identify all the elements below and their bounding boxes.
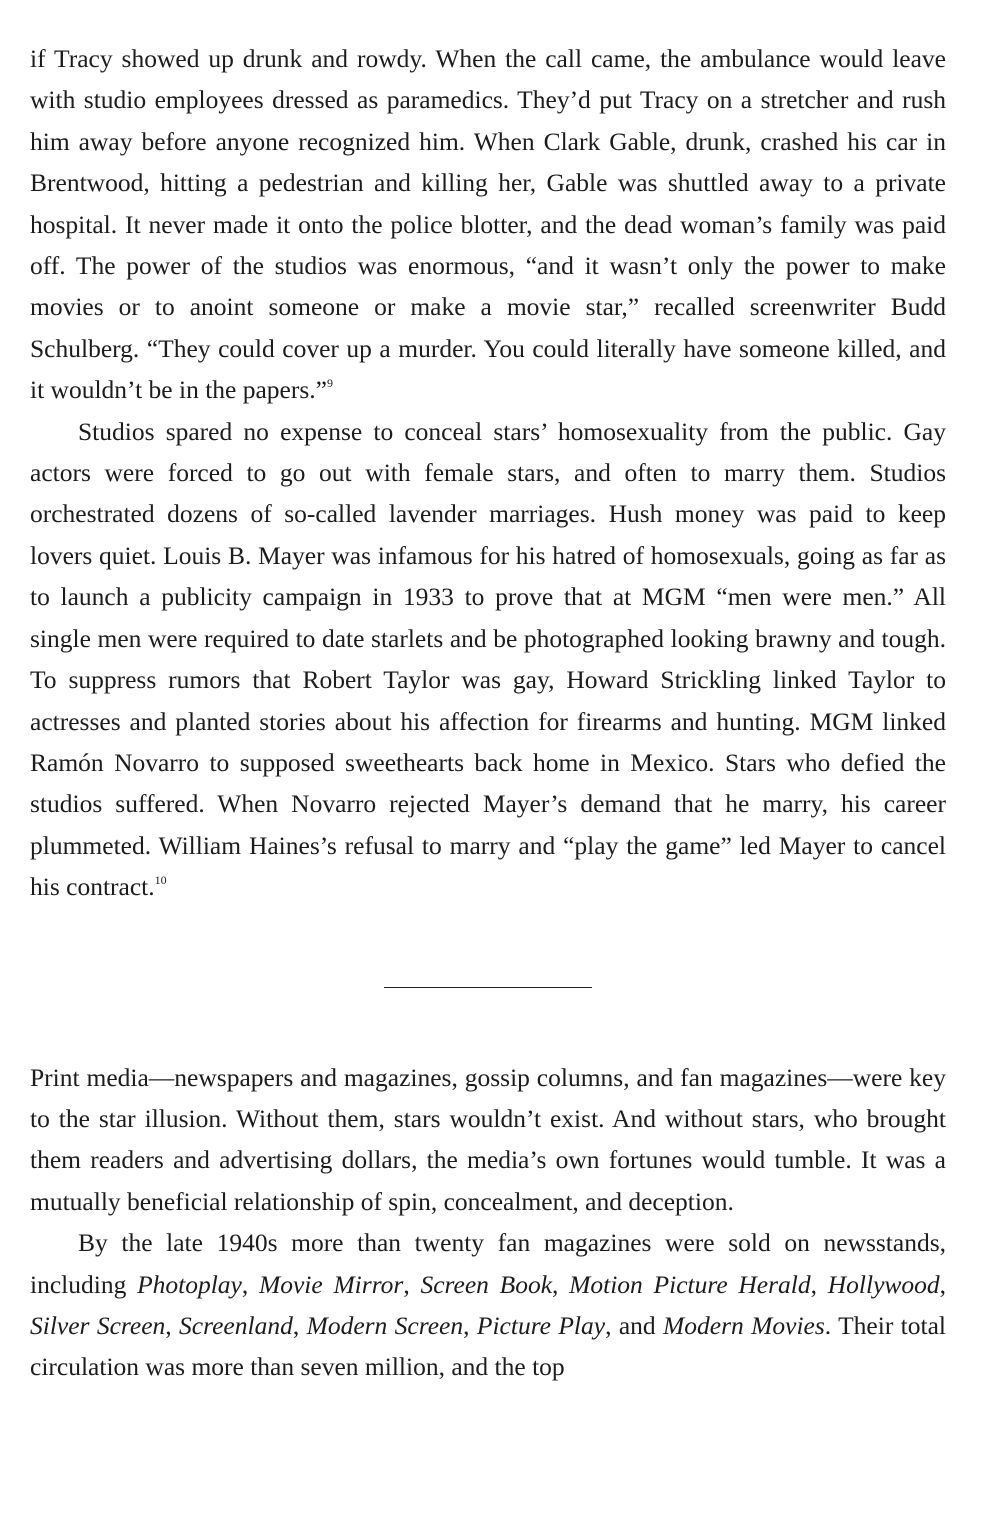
magazine-title: Picture Play	[476, 1310, 606, 1340]
paragraph-homosexuality	[30, 411, 946, 908]
paragraph-text: Studios spared no expense to conceal stars’ homosexuality from the public. Gay actors were forced to go out with female stars, and often to marry them. Studios orchestrated dozens of so-called lavender marriages. Hush money was paid to keep lovers quiet. Louis B. Mayer was infamous for his hatred of homosexuals, going as far as to launch a publicity campaign in 1933 to prove that at MGM “men were men.” All single men were required to date starlets and be photographed looking brawny and tough. To suppress rumors that Robert Taylor was gay, Howard Strickling linked Taylor to actresses and planted stories about his affection for firearms and hunting. MGM linked Ramón Novarro to supposed sweethearts back home in Mexico. Stars who defied the studios suffered. When Novarro rejected Mayer’s demand that he marry, his career plummeted. William Haines’s refusal to marry and “play the game” led Mayer to cancel his contract.	[30, 416, 946, 902]
paragraph-tracy-gable	[30, 38, 946, 411]
magazine-title: Screen Book	[420, 1269, 553, 1299]
endnote-marker: 10	[154, 873, 167, 888]
paragraph-lead: By the late 1940s more than twenty fan magazines were sold on newsstands, including	[30, 1228, 946, 1299]
magazine-title: Silver Screen	[30, 1310, 166, 1340]
magazine-title: Modern Screen	[306, 1310, 464, 1340]
paragraph-text: Print media—newspapers and magazines, gossip columns, and fan magazines—were key to the star illusion. Without them, stars wouldn’t exist. And without stars, who brought them readers and advertising dollars, the media’s own fortunes would tumble. It was a mutually beneficial relationship of spin, concealment, and deception.	[30, 1062, 946, 1216]
magazine-title: Photoplay	[137, 1269, 242, 1299]
magazine-title: Movie Mirror	[259, 1269, 404, 1299]
magazine-title: Modern Movies	[663, 1310, 825, 1340]
magazine-title: Motion Picture Herald	[569, 1269, 811, 1299]
section-divider	[384, 987, 592, 988]
magazine-title: Hollywood	[827, 1269, 940, 1299]
paragraph-print-media	[30, 1057, 946, 1223]
paragraph-text: if Tracy showed up drunk and rowdy. When the call came, the ambulance would leave with studio employees dressed as paramedics. They’d put Tracy on a stretcher and rush him away before anyone recognized him. When Clark Gable, drunk, crashed his car in Brentwood, hitting a pedestrian and killing her, Gable was shuttled away to a private hospital. It never made it onto the police blotter, and the dead woman’s family was paid off. The power of the studios was enormous, “and it wasn’t only the power to make movies or to anoint someone or make a movie star,” recalled screenwriter Budd Schulberg. “They could cover up a murder. You could literally have someone killed, and it wouldn’t be in the papers.”	[30, 44, 946, 405]
page-body	[30, 38, 946, 1388]
paragraph-tail: . Their total circulation was more than seven million, and the top	[30, 1310, 947, 1382]
magazine-title: Screenland	[179, 1310, 293, 1340]
endnote-marker: 9	[326, 376, 333, 391]
paragraph-fan-magazines: By the late 1940s more than twenty fan magazines were sold on newsstands, including Photoplay, Movie Mirror, Screen Book, Motion Picture Herald, Hollywood, Silver Screen, Screenland, Modern Screen, Picture Play, and Modern Movies. Their total circulation was more than seven million, and the top	[30, 1228, 947, 1382]
